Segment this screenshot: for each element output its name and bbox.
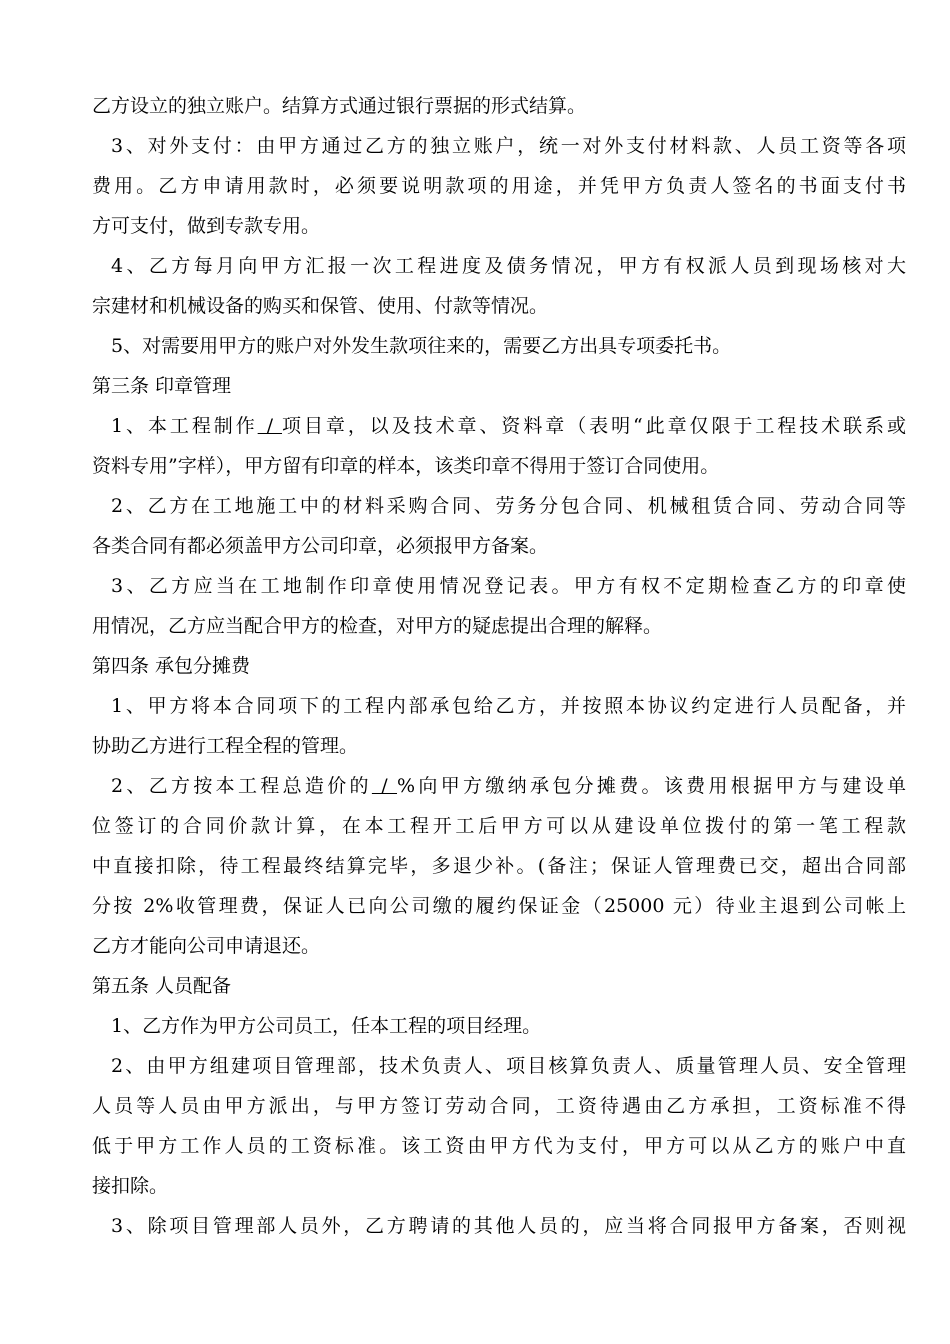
paragraph (92, 1006, 906, 1046)
paragraph (92, 1206, 906, 1246)
text-line: 3、对外支付：由甲方通过乙方的独立账户，统一对外支付材料款、人员工资等各项 (111, 135, 906, 157)
text-line: 2、乙方按本工程总造价的 / %向甲方缴纳承包分摊费。该费用根据甲方与建设单 (111, 775, 907, 797)
text-line: 低于甲方工作人员的工资标准。该工资由甲方代为支付，甲方可以从乙方的账户中直 (92, 1135, 906, 1157)
text-line: 方可支付，做到专款专用。 (92, 215, 321, 237)
text-line: 4、乙方每月向甲方汇报一次工程进度及债务情况，甲方有权派人员到现场核对大 (111, 255, 906, 277)
text-line: 乙方才能向公司申请退还。 (92, 935, 321, 957)
section-heading (92, 366, 906, 406)
paragraph (92, 1046, 906, 1206)
text-line: 协助乙方进行工程全程的管理。 (92, 735, 359, 757)
heading-text: 第五条 人员配备 (92, 975, 232, 997)
text-line: 3、乙方应当在工地制作印章使用情况登记表。甲方有权不定期检查乙方的印章使 (111, 575, 906, 597)
heading-text: 第四条 承包分摊费 (92, 655, 251, 677)
blank-field: / (371, 775, 398, 797)
text-line: 人员等人员由甲方派出，与甲方签订劳动合同，工资待遇由乙方承担，工资标准不得 (92, 1095, 906, 1117)
text-line: 接扣除。 (92, 1175, 169, 1197)
paragraph (92, 766, 906, 966)
text-line: 资料专用”字样），甲方留有印章的样本，该类印章不得用于签订合同使用。 (92, 455, 720, 477)
text-line: 各类合同有都必须盖甲方公司印章，必须报甲方备案。 (92, 535, 549, 557)
text-line: 2、由甲方组建项目管理部，技术负责人、项目核算负责人、质量管理人员、安全管理 (111, 1055, 906, 1077)
text-line: 1、本工程制作 / 项目章，以及技术章、资料章（表明“此章仅限于工程技术联系或 (111, 415, 906, 437)
text-line: 分按 2%收管理费，保证人已向公司缴的履约保证金（25000 元）待业主退到公司帐上 (92, 895, 906, 917)
paragraph (92, 326, 906, 366)
paragraph (92, 686, 906, 766)
text-line: 宗建材和机械设备的购买和保管、使用、付款等情况。 (92, 295, 549, 317)
document-page (92, 86, 906, 1246)
text-line: 乙方设立的独立账户。结算方式通过银行票据的形式结算。 (92, 95, 587, 117)
text-line: 位签订的合同价款计算，在本工程开工后甲方可以从建设单位拨付的第一笔工程款 (92, 815, 906, 837)
section-heading (92, 646, 906, 686)
blank-field: / (257, 415, 283, 437)
paragraph (92, 406, 906, 486)
text-line: 5、对需要用甲方的账户对外发生款项往来的，需要乙方出具专项委托书。 (111, 335, 732, 357)
heading-text: 第三条 印章管理 (92, 375, 232, 397)
paragraph (92, 126, 906, 246)
text-line: 用情况，乙方应当配合甲方的检查，对甲方的疑虑提出合理的解释。 (92, 615, 663, 637)
text-line: 中直接扣除，待工程最终结算完毕，多退少补。(备注；保证人管理费已交，超出合同部 (92, 855, 906, 877)
text-line: 1、甲方将本合同项下的工程内部承包给乙方，并按照本协议约定进行人员配备，并 (111, 695, 906, 717)
text-line: 3、除项目管理部人员外，乙方聘请的其他人员的，应当将合同报甲方备案，否则视 (111, 1215, 906, 1237)
text-line: 费用。乙方申请用款时，必须要说明款项的用途，并凭甲方负责人签名的书面支付书 (92, 175, 906, 197)
section-heading (92, 966, 906, 1006)
paragraph (92, 86, 906, 126)
paragraph (92, 566, 906, 646)
text-line: 1、乙方作为甲方公司员工，任本工程的项目经理。 (111, 1015, 542, 1037)
text-line: 2、乙方在工地施工中的材料采购合同、劳务分包合同、机械租赁合同、劳动合同等 (111, 495, 906, 517)
paragraph (92, 246, 906, 326)
paragraph (92, 486, 906, 566)
